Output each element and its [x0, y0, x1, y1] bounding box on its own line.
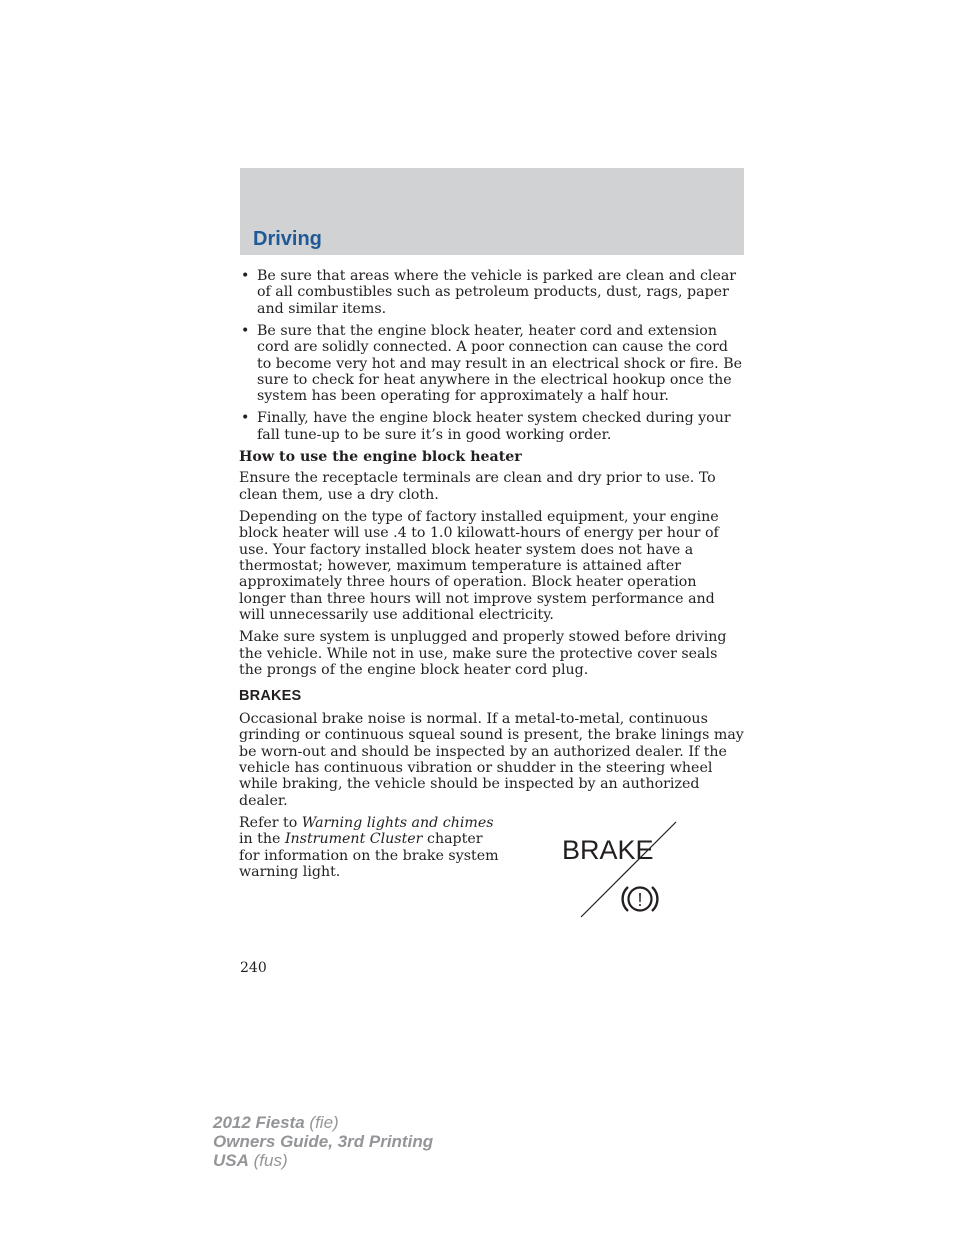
page-number: 240 [240, 960, 267, 976]
brake-warning-reference [239, 815, 501, 881]
refer-suffix: chapter for information on the brake system warning light. [239, 831, 499, 880]
refer-prefix: Refer to [239, 814, 302, 831]
warning-lights-reference: Warning lights and chimes [301, 814, 494, 831]
safety-bullet-list [239, 268, 745, 443]
block-heater-paragraph: Depending on the type of factory installed equipment, your engine block heater will use .4 to 1.0 kilowatt-hours of energy per hour of use. Your factory installed block heater system does not have a thermostat; however, maximum temperature is attained after approximately three hours of operation. Block heater operation longer than three hours will not improve system performance and will unnecessarily use additional electricity. [239, 508, 719, 624]
bullet-marker: • [241, 410, 250, 427]
list-item [239, 323, 745, 405]
exclamation-mark: ! [637, 890, 643, 910]
bullet-text: Be sure that areas where the vehicle is parked are clean and clear of all combustibles such as petroleum products, dust, rags, paper and similar items. [257, 268, 737, 317]
brake-symbol-label: BRAKE [562, 835, 654, 865]
refer-mid: in the [239, 831, 285, 848]
footer-line-model [213, 1113, 433, 1132]
section-header-band [240, 168, 744, 255]
block-heater-heading: How to use the engine block heater [239, 448, 522, 465]
footer-model-code: (fie) [304, 1113, 339, 1132]
list-item [239, 410, 745, 443]
section-title: Driving [253, 228, 322, 250]
block-heater-paragraph: Ensure the receptacle terminals are clean and dry prior to use. To clean them, use a dry cloth. [239, 470, 716, 503]
document-footer [213, 1113, 433, 1170]
list-item [239, 268, 745, 317]
bullet-text: Finally, have the engine block heater system checked during your fall tune-up to be sure it’s in good working order. [257, 410, 731, 443]
bullet-text: Be sure that the engine block heater, heater cord and extension cord are solidly connected. A poor connection can cause the cord to become very hot and may result in an electrical shock or fire. Be sure to check for heat anywhere in the electrical hookup once the system has been operating for approximately a half hour. [257, 322, 743, 405]
page-content [239, 268, 745, 886]
bullet-marker: • [241, 268, 250, 284]
footer-line-region [213, 1151, 433, 1170]
footer-guide-edition: Owners Guide, 3rd Printing [213, 1132, 434, 1151]
brake-warning-icon [560, 820, 680, 920]
footer-model: 2012 Fiesta [213, 1113, 305, 1132]
bullet-marker: • [241, 322, 250, 339]
block-heater-paragraph: Make sure system is unplugged and properly stowed before driving the vehicle. While not in use, make sure the protective cover seals the prongs of the engine block heater cord plug. [239, 629, 727, 678]
instrument-cluster-reference: Instrument Cluster [284, 831, 423, 848]
footer-region: USA [213, 1151, 249, 1170]
footer-region-code: (fus) [248, 1151, 288, 1170]
brakes-paragraph: Occasional brake noise is normal. If a metal-to-metal, continuous grinding or continuous squeal sound is present, the brake linings may be worn-out and should be inspected by an authorized dealer. If the vehicle has continuous vibration or shudder in the steering wheel while braking, the vehicle should be inspected by an authorized dealer. [239, 710, 744, 809]
brakes-heading: BRAKES [239, 688, 302, 705]
